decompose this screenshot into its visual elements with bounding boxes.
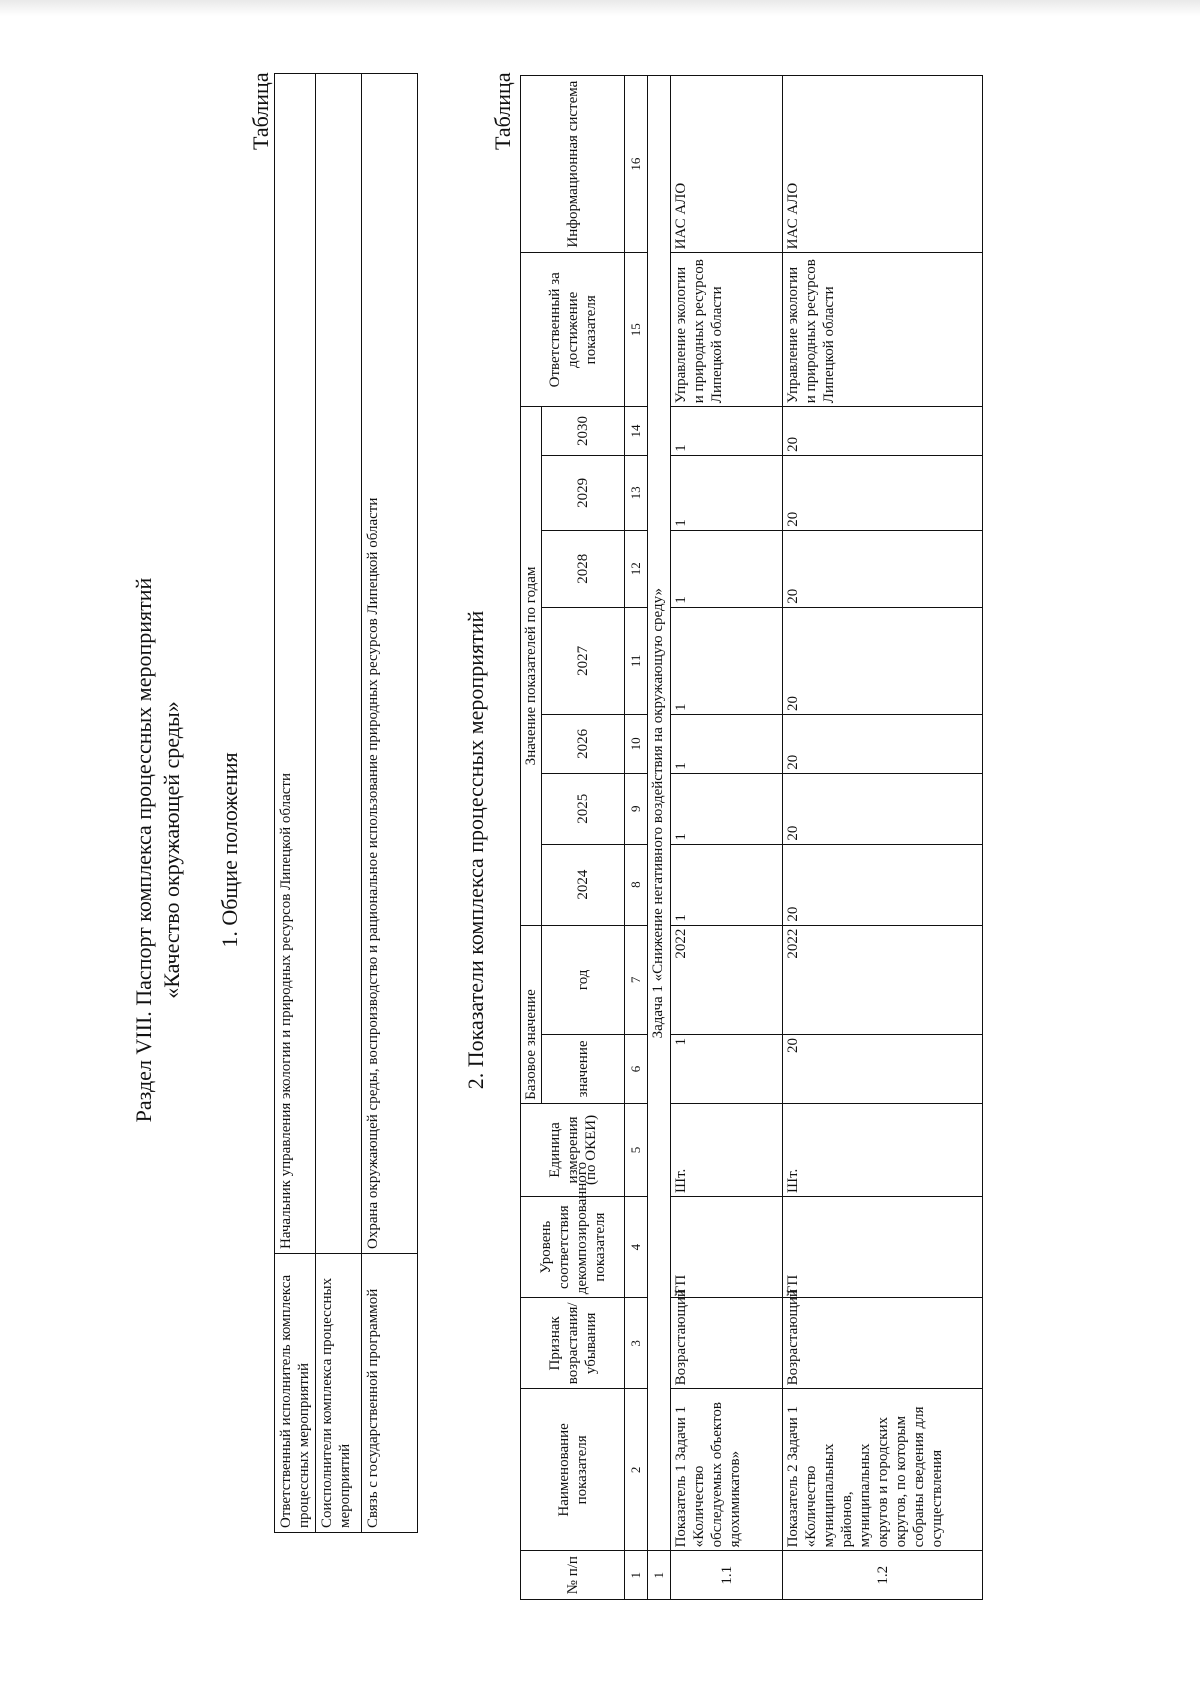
- year-value: 1: [671, 530, 783, 607]
- section-subtitle: «Качество окружающей среды»: [159, 701, 184, 999]
- column-number: 13: [625, 455, 648, 530]
- column-number: 3: [625, 1298, 648, 1389]
- column-number: 11: [625, 607, 648, 714]
- general-table: [274, 73, 418, 1533]
- heading-indicators: 2. Показатели комплекса процессных мероприятий: [463, 610, 488, 1090]
- base-year: 2022: [671, 925, 783, 1034]
- column-number: 5: [625, 1103, 648, 1196]
- year-value: 20: [783, 715, 983, 774]
- task-row: [648, 76, 671, 1600]
- info-system: ИАС АЛО: [783, 76, 983, 253]
- column-number: 9: [625, 773, 648, 844]
- indicator-level: ГП: [671, 1197, 783, 1298]
- table-row: [783, 76, 983, 1600]
- header-row: [521, 76, 542, 1600]
- indicators-table: [520, 75, 983, 1600]
- row-number: 1.2: [783, 1551, 983, 1600]
- task-number: 1: [648, 1551, 671, 1600]
- header-year: 2027: [542, 607, 625, 714]
- table-row: [362, 74, 418, 1533]
- table-row: [316, 74, 362, 1533]
- year-value: 1: [671, 407, 783, 456]
- general-value: [316, 74, 362, 1254]
- row-number: 1.1: [671, 1551, 783, 1600]
- column-number: 14: [625, 407, 648, 456]
- header-base-year: год: [542, 925, 625, 1034]
- header-info-system: Информационная система: [521, 76, 625, 253]
- header-unit: Единица измерения (по ОКЕИ): [521, 1103, 625, 1196]
- year-value: 1: [671, 715, 783, 774]
- base-value: 20: [783, 1035, 983, 1104]
- table-row: [275, 74, 316, 1533]
- table-row: [671, 76, 783, 1600]
- year-value: 20: [783, 530, 983, 607]
- task-title: Задача 1 «Снижение негативного воздействия на окружающую среду»: [648, 76, 671, 1551]
- indicator-sign: Возрастающий: [783, 1298, 983, 1389]
- indicator-level: ГП: [783, 1197, 983, 1298]
- base-value: 1: [671, 1035, 783, 1104]
- year-value: 1: [671, 844, 783, 925]
- indicator-name: Показатель 2 Задачи 1 «Количество муниципальных районов, муниципальных округов и городских округов, по которым собраны сведения для осуществления: [783, 1389, 983, 1551]
- year-value: 20: [783, 844, 983, 925]
- section-title: Раздел VIII. Паспорт комплекса процессных мероприятий: [131, 577, 156, 1123]
- scan-top-edge: [0, 0, 1200, 16]
- rotated-page: [80, 60, 1140, 1640]
- column-number: 6: [625, 1035, 648, 1104]
- heading-general: 1. Общие положения: [217, 752, 242, 948]
- column-numbers-row: [625, 76, 648, 1600]
- header-num: № п/п: [521, 1551, 625, 1600]
- column-number: 10: [625, 715, 648, 774]
- general-label: Ответственный исполнитель комплекса процессных мероприятий: [275, 1254, 316, 1533]
- column-number: 15: [625, 253, 648, 407]
- header-year: 2026: [542, 715, 625, 774]
- header-year: 2025: [542, 773, 625, 844]
- year-value: 1: [671, 455, 783, 530]
- year-value: 20: [783, 455, 983, 530]
- info-system: ИАС АЛО: [671, 76, 783, 253]
- table-label-2: Таблица: [490, 72, 515, 150]
- year-value: 1: [671, 773, 783, 844]
- year-value: 20: [783, 407, 983, 456]
- header-name: Наименование показателя: [521, 1389, 625, 1551]
- column-number: 1: [625, 1551, 648, 1600]
- header-year: 2028: [542, 530, 625, 607]
- header-year: 2029: [542, 455, 625, 530]
- column-number: 12: [625, 530, 648, 607]
- year-value: 1: [671, 607, 783, 714]
- header-year: 2030: [542, 407, 625, 456]
- responsible: Управление экологии и природных ресурсов Липецкой области: [783, 253, 983, 407]
- responsible: Управление экологии и природных ресурсов Липецкой области: [671, 253, 783, 407]
- header-level: Уровень соответствия декомпозированного показателя: [521, 1197, 625, 1298]
- year-value: 20: [783, 773, 983, 844]
- indicator-name: Показатель 1 Задачи 1 «Количество обследуемых объектов ядохимикатов»: [671, 1389, 783, 1551]
- column-number: 8: [625, 844, 648, 925]
- indicator-unit: Шт.: [783, 1103, 983, 1196]
- column-number: 16: [625, 76, 648, 253]
- base-year: 2022: [783, 925, 983, 1034]
- column-number: 2: [625, 1389, 648, 1551]
- general-value: Начальник управления экологии и природных ресурсов Липецкой области: [275, 74, 316, 1254]
- indicator-unit: Шт.: [671, 1103, 783, 1196]
- general-label: Связь с государственной программой: [362, 1254, 418, 1533]
- column-number: 4: [625, 1197, 648, 1298]
- general-value: Охрана окружающей среды, воспроизводство и рациональное использование природных ресурсов Липецкой области: [362, 74, 418, 1254]
- indicator-sign: Возрастающий: [671, 1298, 783, 1389]
- header-responsible: Ответственный за достижение показателя: [521, 253, 625, 407]
- general-label: Соисполнители комплекса процессных мероприятий: [316, 1254, 362, 1533]
- year-value: 20: [783, 607, 983, 714]
- header-base-value: значение: [542, 1035, 625, 1104]
- header-year: 2024: [542, 844, 625, 925]
- table-label-1: Таблица: [248, 72, 273, 150]
- header-base: Базовое значение: [521, 925, 542, 1103]
- column-number: 7: [625, 925, 648, 1034]
- header-sign: Признак возрастания/ убывания: [521, 1298, 625, 1389]
- header-values-by-year: Значение показателей по годам: [521, 407, 542, 925]
